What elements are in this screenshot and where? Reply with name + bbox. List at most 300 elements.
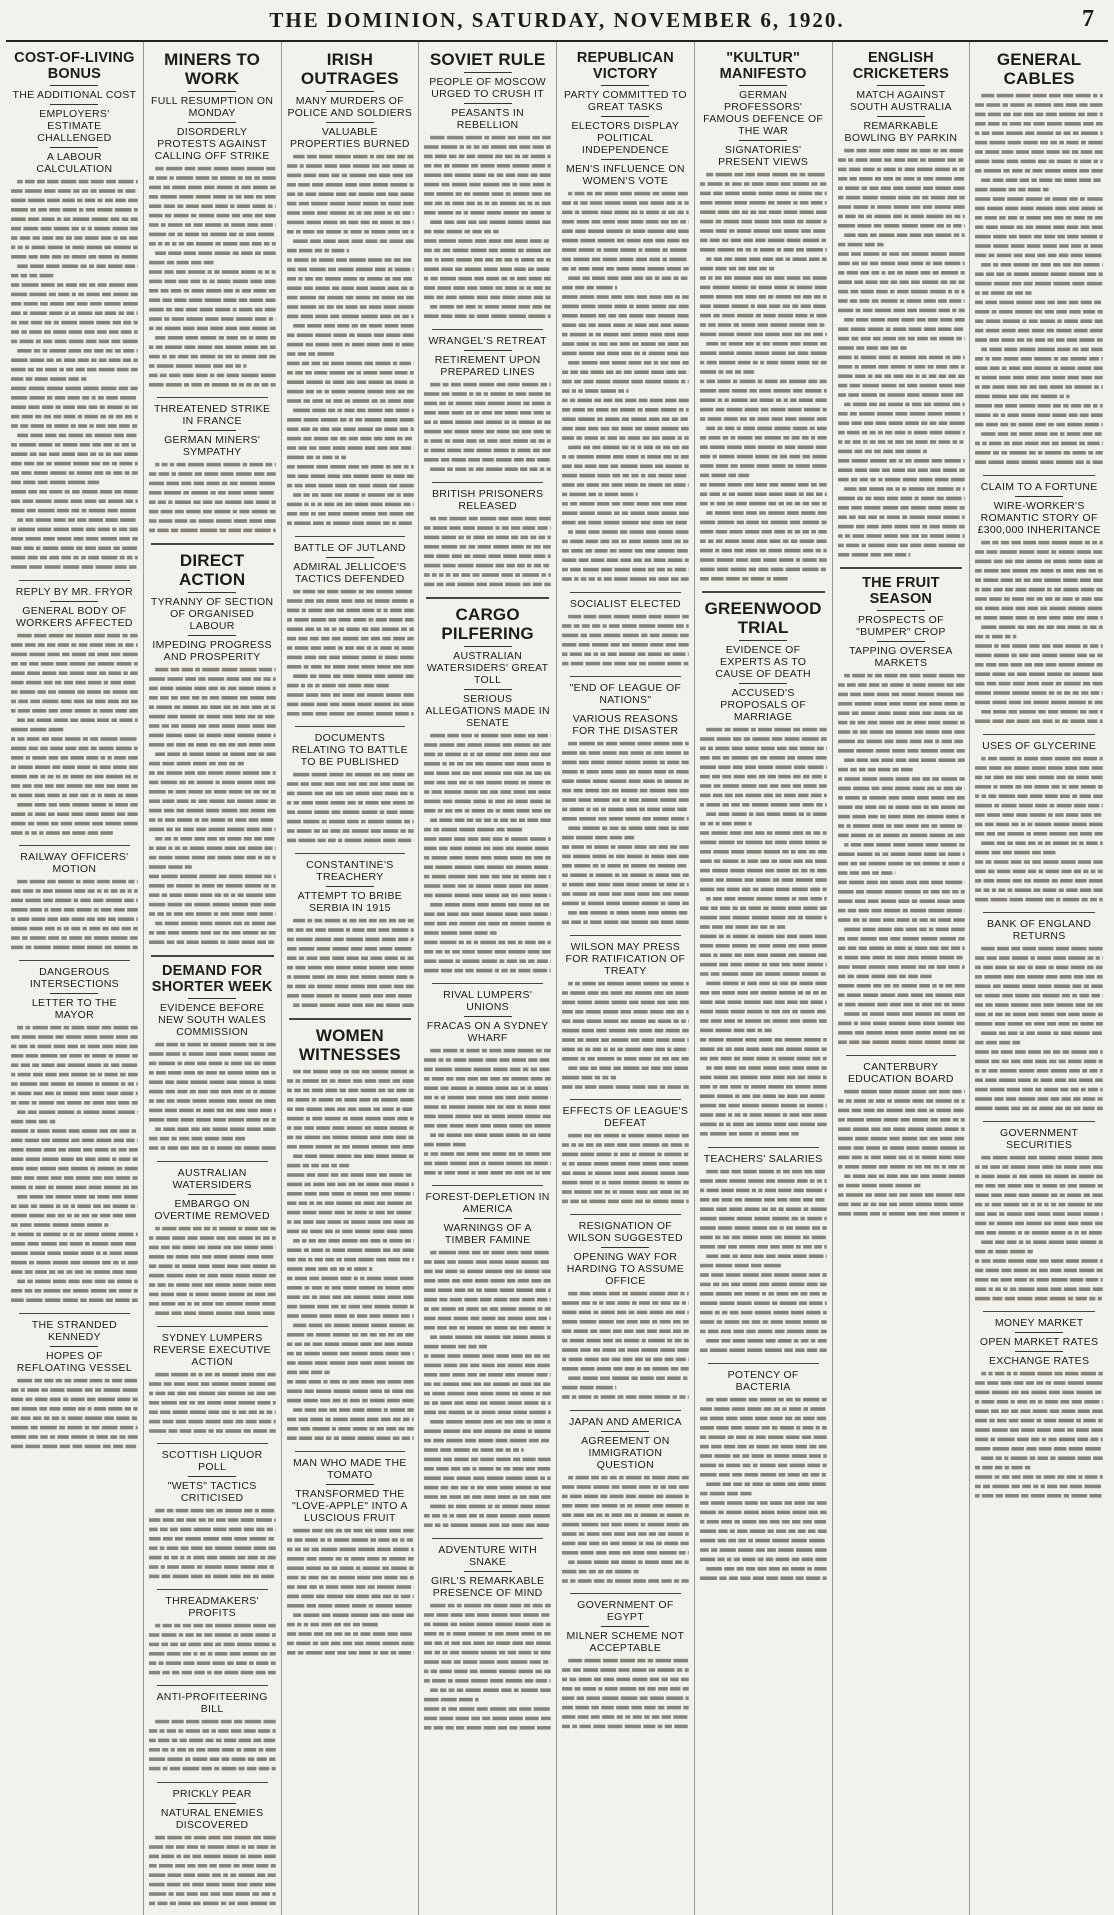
text-word (432, 856, 448, 860)
text-word (122, 443, 129, 447)
text-word (324, 608, 334, 612)
text-word (371, 164, 379, 168)
text-word (298, 957, 303, 961)
text-word (226, 336, 238, 340)
text-word (68, 1148, 81, 1152)
text-word (167, 1509, 174, 1513)
text-word (512, 420, 517, 424)
text-word (149, 828, 164, 832)
text-word (496, 258, 503, 262)
text-word (406, 1538, 412, 1542)
text-word (229, 482, 237, 486)
text-word (445, 1171, 456, 1175)
text-word (404, 820, 410, 824)
text-word (490, 1707, 506, 1711)
text-word (329, 820, 345, 824)
text-word (546, 780, 551, 784)
text-word (28, 556, 38, 560)
text-word (129, 1148, 138, 1152)
text-word (175, 1255, 188, 1259)
text-word (176, 1854, 181, 1858)
text-word (408, 1154, 413, 1158)
text-word (73, 462, 89, 466)
text-word (246, 828, 259, 832)
text-word (169, 176, 173, 180)
text-word (374, 599, 389, 603)
text-word (520, 959, 527, 963)
text-word (119, 387, 128, 391)
text-word (133, 1398, 138, 1402)
text-word (11, 321, 17, 325)
text-word (28, 1242, 39, 1246)
text-word (392, 1248, 399, 1252)
text-word (337, 1651, 346, 1655)
text-word (519, 818, 525, 822)
text-word (89, 1186, 102, 1190)
text-word (424, 1354, 428, 1358)
text-word (245, 1419, 256, 1423)
text-word (94, 349, 103, 353)
text-word (30, 358, 45, 362)
text-word (390, 1070, 406, 1074)
text-word (223, 894, 228, 898)
text-word (448, 401, 453, 405)
text-word (54, 718, 68, 722)
text-word (149, 1537, 161, 1541)
text-word (519, 1326, 528, 1330)
text-word (434, 230, 445, 234)
text-word (662, 192, 676, 196)
text-word (471, 1679, 488, 1683)
text-word (452, 183, 467, 187)
text-word (59, 803, 70, 807)
text-word (344, 409, 354, 413)
body-text-lines (424, 1601, 551, 1733)
subheadline: PEOPLE OF MOSCOW URGED TO CRUSH IT (424, 76, 551, 100)
text-word (473, 799, 486, 803)
text-word (27, 737, 40, 741)
text-word (373, 702, 390, 706)
text-word (312, 1342, 322, 1346)
text-word (378, 928, 389, 932)
text-word (149, 1892, 166, 1896)
text-word (187, 1864, 195, 1868)
text-word (197, 1071, 203, 1075)
text-word (123, 821, 137, 825)
text-word (96, 1252, 101, 1256)
text-word (392, 1547, 408, 1551)
text-word (209, 1081, 224, 1085)
text-word (92, 217, 109, 221)
text-word (385, 1004, 399, 1008)
text-word (382, 1136, 393, 1140)
text-word (338, 684, 346, 688)
text-word (149, 696, 158, 700)
text-word (227, 819, 232, 823)
text-word (85, 546, 96, 550)
text-word (329, 655, 340, 659)
text-word (193, 762, 207, 766)
headline-rule (326, 91, 374, 92)
text-word (352, 1389, 368, 1393)
text-word (116, 1416, 129, 1420)
body-text-lines (149, 460, 276, 535)
text-word (115, 565, 127, 569)
text-word (17, 1280, 25, 1284)
text-word (486, 1105, 495, 1109)
text-word (41, 1064, 54, 1068)
text-word (424, 865, 433, 869)
text-word (370, 1389, 382, 1393)
text-word (382, 637, 390, 641)
article-divider (432, 329, 543, 330)
text-word (364, 947, 376, 951)
text-word (395, 1604, 412, 1608)
text-word (458, 1251, 469, 1255)
text-word (309, 268, 325, 272)
text-word (297, 1258, 305, 1262)
text-word (227, 1662, 234, 1666)
text-word (327, 296, 343, 300)
text-word (244, 1062, 251, 1066)
text-word (449, 155, 457, 159)
text-word (227, 1099, 237, 1103)
text-word (158, 1062, 175, 1066)
text-word (382, 1239, 386, 1243)
text-word (11, 283, 19, 287)
subheadline: TYRANNY OF SECTION OF ORGANISED LABOUR (149, 596, 276, 632)
text-word (448, 733, 460, 737)
text-word (128, 889, 132, 893)
text-word (163, 204, 174, 208)
text-word (541, 1651, 551, 1655)
text-word (491, 314, 506, 318)
text-word (300, 315, 312, 319)
text-word (29, 293, 46, 297)
text-word (48, 774, 54, 778)
text-word (389, 1239, 402, 1243)
text-word (168, 1429, 177, 1433)
text-word (313, 437, 327, 441)
text-word (448, 1096, 464, 1100)
text-word (453, 573, 459, 577)
text-word (98, 396, 104, 400)
text-word (11, 746, 26, 750)
text-word (71, 424, 76, 428)
text-word (168, 233, 175, 237)
text-word (336, 1154, 351, 1158)
text-word (186, 242, 193, 246)
text-word (506, 846, 514, 850)
text-word (157, 1901, 167, 1905)
text-word (306, 1557, 316, 1561)
text-word (95, 784, 104, 788)
text-word (453, 950, 461, 954)
text-word (89, 1195, 95, 1199)
text-word (303, 286, 312, 290)
text-word (520, 1495, 527, 1499)
text-word (252, 1274, 266, 1278)
text-word (269, 931, 276, 935)
text-word (200, 336, 216, 340)
text-word (430, 1604, 445, 1608)
text-word (454, 1660, 461, 1664)
text-word (21, 1064, 30, 1068)
headline-rule (326, 886, 374, 887)
text-word (465, 230, 471, 234)
text-word (241, 186, 250, 190)
text-word (595, 192, 602, 196)
text-word (233, 922, 241, 926)
body-text-lines (149, 1717, 276, 1773)
text-word (35, 803, 47, 807)
text-word (11, 227, 21, 231)
body-text-lines (562, 189, 689, 584)
text-word (511, 545, 524, 549)
text-word (60, 756, 68, 760)
text-word (526, 458, 535, 462)
text-word (129, 565, 137, 569)
text-word (382, 1314, 398, 1318)
column-1 (6, 42, 144, 1915)
text-word (504, 780, 519, 784)
article (149, 955, 276, 1156)
text-word (389, 1529, 401, 1533)
text-word (490, 582, 504, 586)
text-word (166, 1043, 178, 1047)
text-word (53, 518, 65, 522)
text-word (149, 1873, 165, 1877)
text-word (51, 1176, 62, 1180)
text-word (329, 202, 344, 206)
text-word (244, 837, 252, 841)
text-word (248, 1758, 255, 1762)
text-word (366, 985, 376, 989)
text-word (370, 1538, 376, 1542)
text-word (546, 145, 551, 149)
text-word (149, 1099, 154, 1103)
text-word (300, 427, 309, 431)
text-word (534, 1651, 539, 1655)
text-word (539, 439, 545, 443)
text-word (166, 1547, 178, 1551)
text-word (472, 912, 484, 916)
text-word (267, 1556, 275, 1560)
text-word (500, 818, 508, 822)
text-word (56, 1195, 72, 1199)
text-word (258, 233, 274, 237)
text-word (262, 1118, 268, 1122)
text-word (310, 665, 321, 669)
text-word (149, 790, 166, 794)
text-word (541, 1613, 549, 1617)
text-word (445, 439, 451, 443)
text-word (293, 1324, 306, 1328)
text-word (436, 554, 449, 558)
text-word (424, 230, 431, 234)
text-word (518, 173, 529, 177)
text-word (484, 1495, 496, 1499)
text-word (222, 715, 232, 719)
text-word (220, 687, 225, 691)
text-word (487, 809, 493, 813)
text-word (396, 493, 400, 497)
text-word (477, 526, 493, 530)
text-word (403, 277, 412, 281)
subheadline: HOPES OF REFLOATING VESSEL (11, 1350, 138, 1374)
text-word (63, 405, 75, 409)
text-word (531, 1067, 537, 1071)
text-word (296, 1352, 302, 1356)
text-word (149, 1730, 157, 1734)
text-word (133, 246, 138, 250)
text-word (112, 462, 117, 466)
text-word (544, 771, 551, 775)
text-word (238, 176, 243, 180)
text-word (102, 293, 111, 297)
text-word (258, 753, 264, 757)
text-word (34, 784, 43, 788)
text-word (532, 401, 545, 405)
text-word (214, 345, 223, 349)
text-word (45, 1092, 54, 1096)
text-word (369, 966, 385, 970)
text-word (181, 1671, 191, 1675)
text-word (437, 921, 447, 925)
text-word (102, 1045, 113, 1049)
text-word (247, 1311, 261, 1315)
text-word (210, 819, 225, 823)
text-word (112, 880, 126, 884)
text-word (296, 333, 312, 337)
text-word (160, 374, 167, 378)
text-word (205, 790, 212, 794)
text-word (87, 368, 96, 372)
text-word (486, 1270, 503, 1274)
text-word (498, 1317, 506, 1321)
text-word (369, 1333, 376, 1337)
text-word (212, 383, 229, 387)
article-divider (432, 983, 543, 984)
text-word (492, 136, 506, 140)
text-word (261, 1146, 275, 1150)
text-word (269, 327, 275, 331)
text-word (394, 371, 407, 375)
body-text-lines (424, 133, 551, 321)
text-word (11, 1289, 22, 1293)
text-word (249, 1382, 265, 1386)
text-word (372, 484, 386, 488)
text-word (473, 230, 483, 234)
text-word (469, 467, 474, 471)
text-word (304, 599, 313, 603)
text-word (115, 199, 126, 203)
text-word (71, 499, 83, 503)
text-word (217, 355, 223, 359)
text-word (98, 546, 111, 550)
text-word (447, 467, 453, 471)
text-word (272, 242, 276, 246)
text-word (11, 1388, 18, 1392)
text-word (225, 1429, 241, 1433)
text-word (287, 484, 292, 488)
text-word (155, 668, 168, 672)
subheadline: SERIOUS ALLEGATIONS MADE IN SENATE (424, 693, 551, 729)
text-word (297, 1651, 303, 1655)
text-word (17, 349, 31, 353)
text-word (287, 1098, 293, 1102)
text-word (149, 941, 164, 945)
text-word (496, 535, 509, 539)
text-word (338, 618, 350, 622)
text-word (155, 1236, 169, 1240)
text-word (409, 371, 413, 375)
text-word (111, 927, 119, 931)
text-word (193, 1556, 204, 1560)
text-word (487, 1641, 494, 1645)
text-word (378, 975, 393, 979)
text-word (239, 668, 256, 672)
text-word (27, 1388, 39, 1392)
text-word (316, 465, 328, 469)
text-word (60, 709, 72, 713)
text-word (287, 1436, 297, 1440)
text-word (459, 1698, 473, 1702)
text-word (224, 847, 235, 851)
text-word (228, 1528, 241, 1532)
text-word (447, 1133, 462, 1137)
text-word (332, 1613, 348, 1617)
text-word (69, 349, 82, 353)
text-word (533, 145, 544, 149)
text-word (355, 296, 370, 300)
text-word (340, 1305, 345, 1309)
text-word (219, 1864, 231, 1868)
text-word (36, 462, 43, 466)
headline-rule (50, 85, 98, 86)
text-word (478, 903, 489, 907)
text-word (87, 918, 95, 922)
text-word (68, 1416, 83, 1420)
text-word (293, 801, 299, 805)
text-word (196, 1118, 211, 1122)
text-word (457, 1688, 464, 1692)
text-word (459, 277, 473, 281)
text-word (493, 837, 503, 841)
text-word (273, 875, 275, 879)
text-word (56, 662, 68, 666)
text-word (221, 1410, 229, 1414)
text-word (241, 355, 255, 359)
text-word (68, 377, 78, 381)
text-word (262, 1302, 275, 1306)
text-word (488, 173, 494, 177)
text-word (439, 1058, 444, 1062)
text-word (132, 537, 138, 541)
text-word (342, 919, 347, 923)
text-word (405, 1333, 414, 1337)
text-word (69, 936, 82, 940)
text-word (510, 1613, 521, 1617)
text-word (538, 1364, 550, 1368)
text-word (329, 1361, 344, 1365)
text-word (239, 510, 249, 514)
text-word (352, 1079, 361, 1083)
text-word (106, 349, 113, 353)
text-word (62, 793, 67, 797)
text-word (406, 474, 413, 478)
text-word (402, 221, 410, 225)
